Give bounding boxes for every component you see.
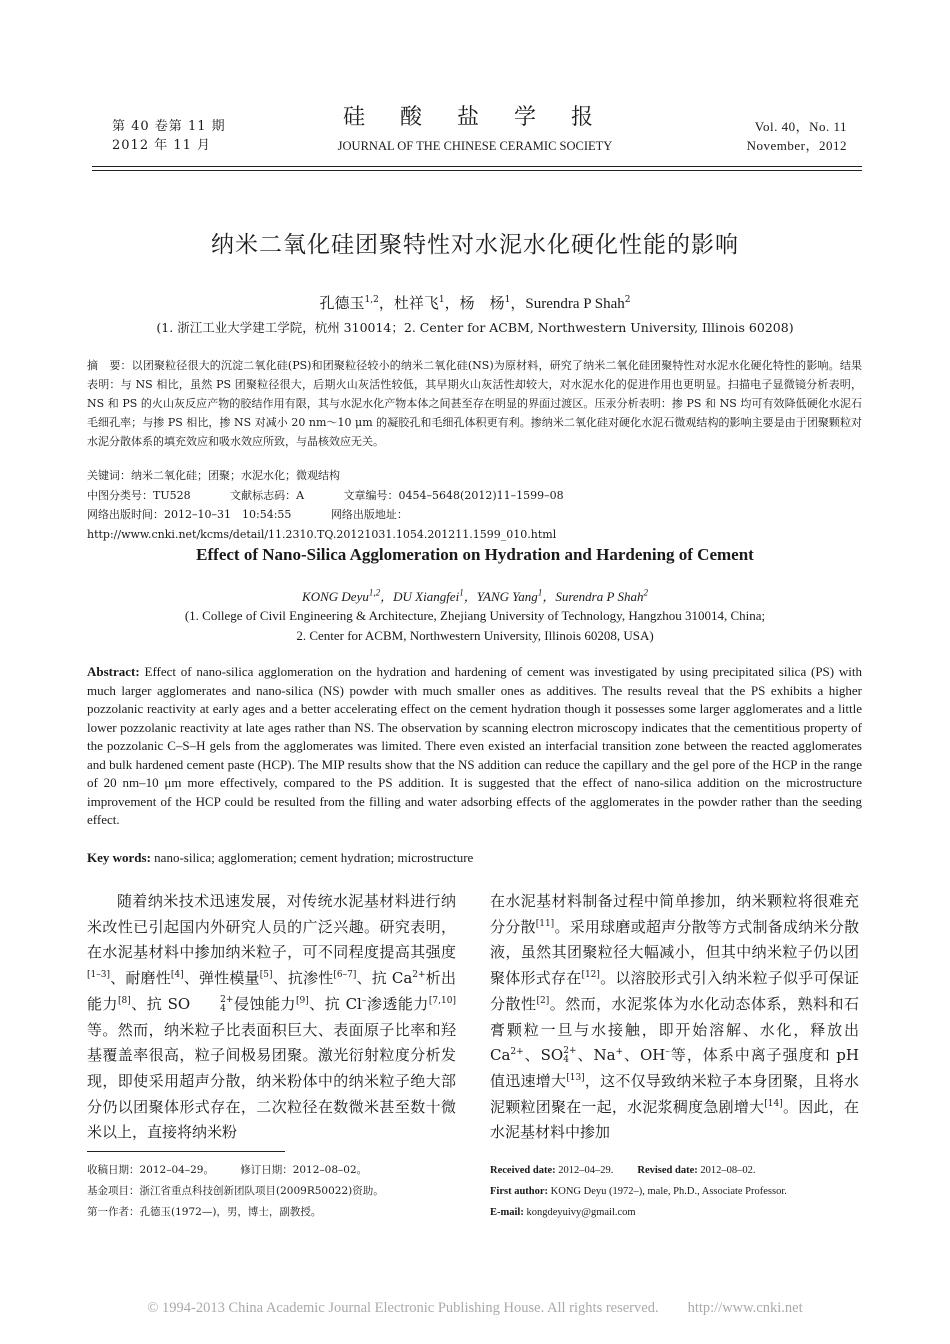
title-en: Effect of Nano-Silica Agglomeration on Hydration and Hardening of Cement	[196, 545, 754, 564]
citation[interactable]: [1–3]	[87, 970, 110, 981]
footnotes-en	[490, 1160, 862, 1223]
online-publication-line	[87, 505, 862, 544]
header-rule-thick	[92, 166, 862, 167]
citation[interactable]: [13]	[566, 1072, 585, 1083]
author-cn-3: 杨 杨	[459, 294, 505, 312]
funding-cn: 基金项目：浙江省重点科技创新团队项目(2009R50022)资助。	[87, 1185, 384, 1197]
body-column-left: 随着纳米技术迅速发展，对传统水泥基材料进行纳米改性已引起国内外研究人员的广泛兴趣。研究表明，在水泥基材料中掺加纳米粒子，可不同程度提高其强度[1–3]、耐磨性[4]、弹性模量[5]、抗渗性[6–7]、抗 $Ca^{2+}$析出能力[8]、抗 SO 2+ 4 侵蚀能力[9]、抗 Cl–渗透能力[7,10]等。然而，纳米粒子比表面积巨大、表面原子比率和羟基覆盖率很高，粒子间极易团聚。激光衍射粒度分析发现，即使采用超声分散，纳米粉体中的纳米粒子绝大部分仍以团聚体形式存在，二次粒径在数微米甚至数十微米以上，直接将纳米粉	[87, 892, 456, 1142]
volume-issue-cn: 第 40 卷第 11 期	[112, 119, 226, 134]
footnote-rule	[87, 1151, 285, 1152]
citation[interactable]: [11]	[535, 918, 555, 929]
author-cn-1: 孔德玉	[319, 294, 365, 312]
date-cn: 2012 年 11 月	[112, 138, 212, 153]
first-author-en: First author: KONG Deyu (1972–), male, Ph.D., Associate Professor.	[490, 1186, 787, 1197]
citation[interactable]: [6–7]	[333, 970, 357, 981]
received-date-en: Received date: 2012–04–29. Revised date: 2012–08–02.	[490, 1165, 756, 1176]
affiliation-cn: (1. 浙江工业大学建工学院，杭州 310014；2. Center for ACBM, Northwestern University, Illinois 60208)	[156, 320, 794, 335]
author-cn-4: Surendra P Shah	[525, 296, 625, 312]
document-code: 文献标志码：A	[230, 488, 305, 502]
online-pub-url[interactable]: 网络出版地址：http://www.cnki.net/kcms/detail/11.2310.TQ.20121031.1054.201211.1599_010.html	[87, 508, 557, 541]
citation[interactable]: [5]	[259, 970, 273, 981]
keywords-label: Key words:	[87, 850, 151, 865]
article-metadata	[87, 466, 862, 544]
classification-line	[87, 486, 862, 506]
abstract-cn: 摘 要：以团聚粒径很大的沉淀二氧化硅(PS)和团聚粒径较小的纳米二氧化硅(NS)为原材料，研究了纳米二氧化硅团聚特性对水泥水化硬化特性的影响。结果表明：与 NS 相比，虽然 PS 团聚粒径很大，后期火山灰活性较低，其早期火山灰活性却较大，对水泥水化的促进作用也更明显。扫描电子显微镜分析表明，NS 和 PS 的火山灰反应产物的胶结作用有限，其与水泥水化产物本体之间甚至存在明显的界面过渡区。压汞分析表明：掺 PS 和 NS 均可有效降低硬化水泥石毛细孔率；与掺 PS 相比，掺 NS 对减小 20 nm～10 μm 的凝胶孔和毛细孔体积更有利。掺纳米二氧化硅对硬化水泥石微观结构的影响主要是由于团聚颗粒对水泥分散体系的填充效应和吸水效应所致，与晶核效应无关。	[87, 359, 862, 448]
citation[interactable]: [14]	[764, 1098, 783, 1109]
volume-issue-en: Vol. 40，No. 11	[754, 119, 847, 134]
abstract-en	[87, 663, 862, 830]
authors-en: KONG Deyu$^{1,2}$，DU Xiangfei$^1$，YANG Yang$^1$，Surendra P Shah$^2$	[302, 587, 648, 604]
keywords-cn: 关键词：纳米二氧化硅；团聚；水泥水化；微观结构	[87, 469, 340, 482]
citation[interactable]: [8]	[118, 995, 131, 1006]
date-en: November，2012	[746, 138, 847, 153]
keywords-en: Key words: nano-silica; agglomeration; cement hydration; microstructure	[87, 850, 474, 865]
affiliation-en: (1. College of Civil Engineering & Architecture, Zhejiang University of Technology, Hangzhou 310014, China; 2. Center for ACBM, Northwestern University, Illinois 60208, USA)	[184, 608, 766, 643]
author-cn-2: 杜祥飞	[393, 294, 439, 312]
citation[interactable]: [12]	[581, 970, 600, 981]
citation[interactable]: [2]	[536, 995, 550, 1006]
header-rule-thin	[92, 170, 862, 171]
body-column-right: 在水泥基材料制备过程中简单掺加，纳米颗粒将很难充分分散[11]。采用球磨或超声分散等方式制备成纳米分散液，虽然其团聚粒径大幅减小，但其中纳米粒子仍以团聚体形式存在[12]。以溶胶形式引入纳米粒子似乎可保证分散性[2]。然而，水泥浆体为水化动态体系，熟料和石膏颗粒一旦与水接触，即开始溶解、水化，释放出 $Ca^{2+}$、SO 2+ 4 、Na+、OH–等，体系中离子强度和 pH 值迅速增大[13]，这不仅导致纳米粒子本身团聚，且将水泥颗粒团聚在一起，水泥浆稠度急剧增大[14]。因此，在水泥基材料中掺加	[490, 892, 859, 1142]
journal-name-cn: 硅 酸 盐 学 报	[343, 105, 607, 130]
citation[interactable]: [4]	[170, 970, 184, 981]
footnotes-cn	[87, 1160, 457, 1223]
header-volume-en	[747, 117, 847, 155]
clc-number: 中图分类号：TU528	[87, 488, 191, 502]
copyright-footer: © 1994-2013 China Academic Journal Electronic Publishing House. All rights reserved. http://www.cnki.net	[147, 1300, 803, 1316]
email-link[interactable]: kongdeyuivy@gmail.com	[523, 1207, 636, 1218]
citation[interactable]: [7,10]	[428, 995, 456, 1006]
abstract-label: Abstract:	[87, 664, 140, 679]
title-cn: 纳米二氧化硅团聚特性对水泥水化硬化性能的影响	[211, 232, 739, 258]
journal-name-en: JOURNAL OF THE CHINESE CERAMIC SOCIETY	[337, 139, 613, 153]
article-number: 文章编号：0454–5648(2012)11–1599–08	[343, 488, 564, 502]
online-pub-time: 网络出版时间：2012–10–31 10:54:55	[87, 508, 292, 521]
email-en: E-mail: kongdeyuivy@gmail.com	[490, 1207, 636, 1218]
authors-cn: 孔德玉$^{1,2}$，杜祥飞$^1$，杨 杨$^1$，Surendra P Shah$^2$	[319, 294, 631, 312]
received-date-cn: 收稿日期：2012–04–29。 修订日期：2012–08–02。	[87, 1164, 368, 1176]
citation[interactable]: [9]	[296, 995, 309, 1006]
abstract-text: Effect of nano-silica agglomeration on the hydration and hardening of cement was investigated by using precipitated silica (PS) with much larger agglomerates and nano-silica (NS) powder with much smaller ones as additives. The results reveal that the PS exhibits a higher pozzolanic reactivity at early ages and a better accelerating effect on the cement hydration though it possesses some larger agglomerates and a little lower pozzolanic reactivity at late ages rather than NS. The observation by scanning electron microscopy indicates that the cementitious property of the pozzolanic C–S–H gels from the agglomerates was limited. There even existed an interfacial transition zone between the reacted agglomerates and bulk hardened cement paste (HCP). The MIP results show that the NS addition can reduce the capillary and the gel pore of the HCP in the range of 20 nm–10 μm more effectively, compared to the PS addition. It is suggested that the effect of nano-silica addition on the microstructure improvement of the HCP could be resulted from the filling and water adsorbing effects of the agglomerates in the powder rather than the seeding effect.	[87, 664, 862, 827]
first-author-cn: 第一作者：孔德玉(1972—)，男，博士，副教授。	[87, 1206, 322, 1218]
